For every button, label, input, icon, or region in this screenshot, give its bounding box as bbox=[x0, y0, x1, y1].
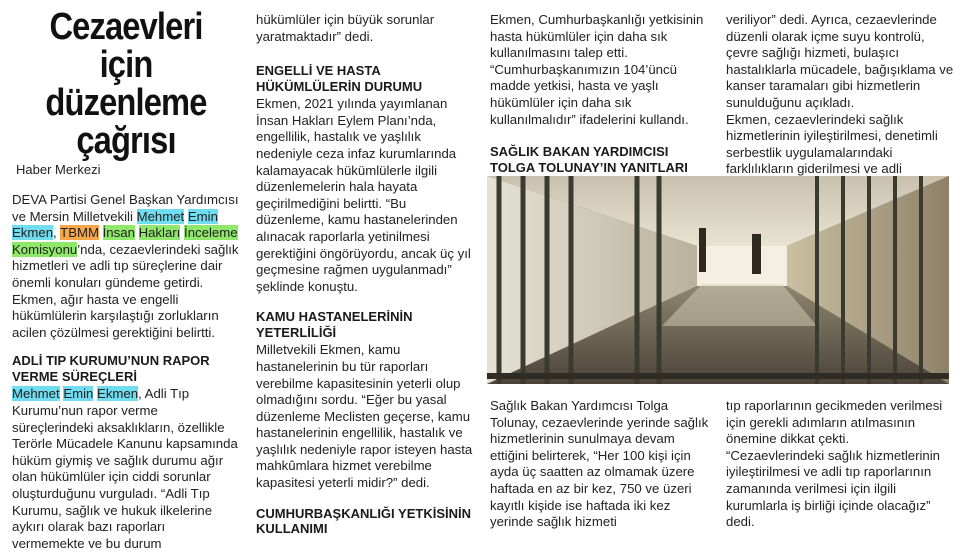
prison-corridor-photo bbox=[487, 176, 949, 384]
highlight-name: Mehmet bbox=[12, 386, 60, 402]
highlight-commission: İnceleme bbox=[184, 225, 238, 241]
highlight-name: Emin bbox=[187, 208, 218, 224]
section-heading: KAMU HASTANELERİNİN YETERLİLİĞİ bbox=[256, 309, 413, 340]
column-3-bottom bbox=[490, 398, 712, 540]
highlight-commission: Komisyonu bbox=[12, 241, 78, 257]
section-heading: SAĞLIK BAKAN YARDIMCISI TOLGA TOLUNAY’IN YANITLARI bbox=[490, 144, 688, 175]
highlight-name: Ekmen bbox=[12, 225, 54, 241]
highlight-commission: Hakları bbox=[138, 225, 181, 241]
paragraph: Ekmen, Cumhurbaşkanlığı yetkisinin hasta hükümlüler için daha sık kullanılmasını talep etti. “Cumhurbaşkanımızın 104’üncü madde yetkisi, hasta ve yaşlı hükümlüler için daha sık kullanılmalıdır” ifadelerini kullandı. bbox=[490, 12, 704, 127]
paragraph: Mehmet Emin Ekmen, Adli Tıp Kurumu’nun rapor verme süreçlerindeki aksaklıkların, özellikle Terörle Mücadele Kanunu kapsamında hüküm giymiş ve sağlık durumu ağır olan hükümlüler için ciddi sorunlar oluşturduğunu vurguladı. “Adli Tıp Kurumu, sağlık ve hukuk ilkelerine aykırı olarak bazı raporları vermemekte ve bu durum bbox=[12, 386, 238, 551]
paragraph: tıp raporlarının gecikmeden verilmesi için gerekli adımların atılmasının önemine dikkat çekti. bbox=[726, 398, 943, 447]
column-2 bbox=[256, 0, 478, 540]
paragraph: Ekmen, 2021 yılında yayımlanan İnsan Hakları Eylem Planı’nda, engellilik, hastalık ve yaşlılık nedeniyle ceza infaz kurumlarında kalamayacak hükümlülerle ilgili düzenlemelerin hala hayata geçirilmediğini belirtti. “Bu düzenleme, kamu hastanelerinden alınacak raporlarla yetinilmesi gerektiğini öngörüyordu, ancak üç yıl geçmesine rağmen uygulanmadı” şeklinde konuştu. bbox=[256, 96, 471, 294]
paragraph: hükümlüler için büyük sorunlar yaratmaktadır” dedi. bbox=[256, 12, 435, 44]
paragraph: Sağlık Bakan Yardımcısı Tolga Tolunay, cezaevlerinde yerinde sağlık hizmetlerinin sunulmaya devam ettiğini belirterek, “Her 100 kişi için ayda üç saatten az olmamak üzere haftada en az bir kez, 750 ve üzeri kayıtlı kişide ise haftada iki kez yerinde sağlık hizmeti bbox=[490, 398, 709, 530]
column-1 bbox=[12, 0, 240, 551]
paragraph: DEVA Partisi Genel Başkan Yardımcısı ve Mersin Milletvekili Mehmet Emin Ekmen, TBMM İnsan Hakları İnceleme Komisyonu’nda, cezaevlerindeki sağlık hizmetleri ve adli tıp süreçlerine dair önemli konuları gündeme getirdi. Ekmen, ağır hasta ve engelli hükümlülerin karşılaştığı zorlukların acilen çözülmesi gerektiğini belirtti. bbox=[12, 192, 239, 340]
section-heading: ADLİ TIP KURUMU’NUN RAPOR VERME SÜREÇLERİ bbox=[12, 353, 210, 384]
paragraph: Milletvekili Ekmen, kamu hastanelerinin bu tür raporları verebilme kapasitesinin yeterli olup olmadığını sordu. “Eğer bu yasal düzenleme Meclisten geçerse, kamu hastanelerinin engellilik, hastalık ve yaşlılık nedeniyle rapor isteyen hasta mahkûmlara hizmet verebilme kapasitesi yeterli midir?” dedi. bbox=[256, 342, 473, 491]
highlight-name: Mehmet bbox=[136, 208, 185, 224]
paragraph: “Cezaevlerindeki sağlık hizmetlerinin iyileştirilmesi ve adli tıp raporlarının zamanında verilmesi için ilgili kurumlarla iş birliği içinde olacağız” dedi. bbox=[726, 447, 941, 530]
highlight-name: Ekmen bbox=[97, 386, 139, 402]
byline: Haber Merkezi bbox=[16, 162, 101, 177]
column-4-top bbox=[726, 0, 954, 176]
highlight-name: Emin bbox=[63, 386, 94, 402]
column-4-bottom bbox=[726, 398, 954, 540]
column-3-top bbox=[490, 0, 712, 176]
section-heading: CUMHURBAŞKANLIĞI YETKİSİNİN KULLANIMI bbox=[256, 505, 471, 537]
title-line-2: düzenleme bbox=[45, 82, 207, 124]
section-heading: ENGELLİ VE HASTA HÜKÜMLÜLERİN DURUMU bbox=[256, 63, 423, 94]
highlight-commission: İnsan bbox=[102, 225, 135, 241]
corridor-illustration bbox=[487, 176, 949, 384]
paragraph: Ekmen, cezaevlerindeki sağlık hizmetlerinin iyileştirilmesi, denetimli serbestlik uygulamalarındaki farklılıkların giderilmesi ve adli bbox=[726, 111, 938, 177]
paragraph: veriliyor” dedi. Ayrıca, cezaevlerinde düzenli olarak içme suyu kontrolü, çevre sağlığı hizmeti, bulaşıcı hastalıklarla mücadele, bağışıklama ve kanser taramaları gibi hizmetlerin sunulduğunu açıkladı. bbox=[726, 12, 954, 110]
article-title bbox=[28, 8, 224, 160]
title-line-3: çağrısı bbox=[76, 120, 176, 162]
highlight-tbmm: TBMM bbox=[60, 225, 99, 241]
title-line-1: Cezaevleri için bbox=[49, 6, 203, 86]
